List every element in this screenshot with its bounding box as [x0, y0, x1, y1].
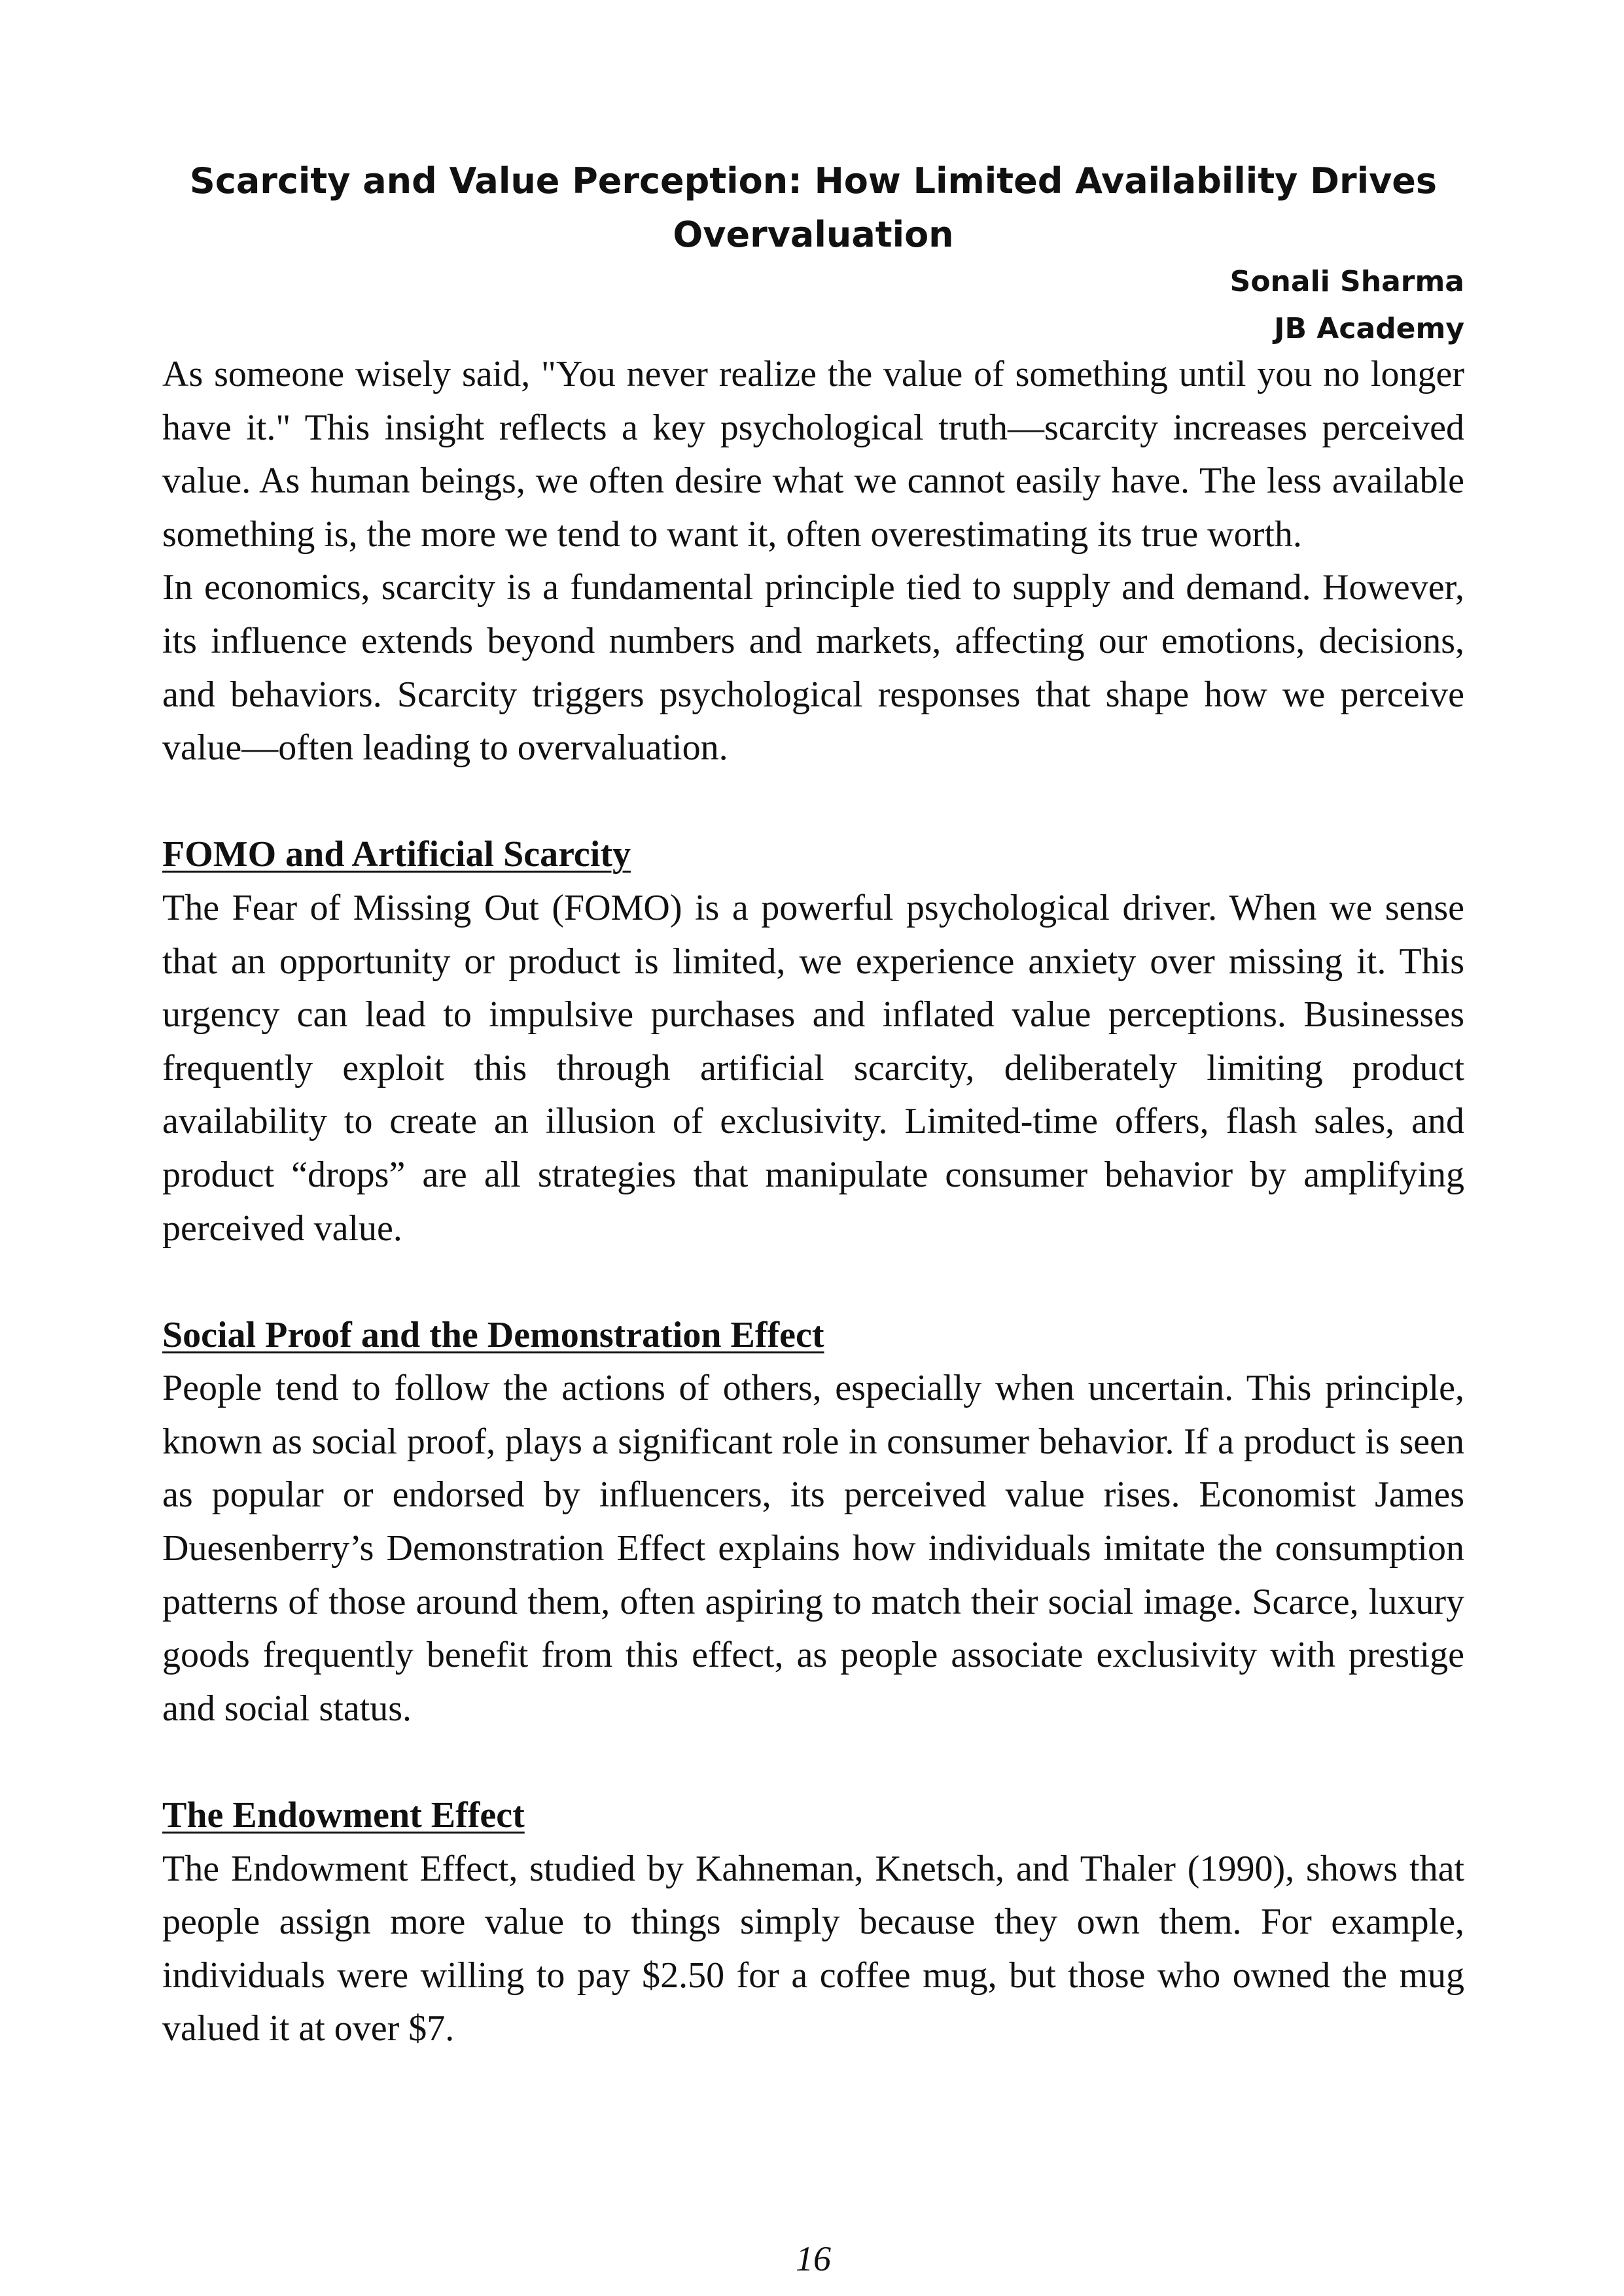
author-affiliation: JB Academy	[1274, 312, 1464, 345]
section-heading: Social Proof and the Demonstration Effect	[162, 1314, 824, 1355]
section-social-proof	[162, 1309, 1464, 1736]
section-paragraph: People tend to follow the actions of others, especially when uncertain. This principle, known as social proof, plays a significant role in consumer behavior. If a product is seen as popular or endorsed by influencers, its perceived value rises. Economist James Duesenberry’s Demonstration Effect explains how individuals imitate the consumption patterns of those around them, often aspiring to match their social image. Scarce, luxury goods frequently benefit from this effect, as people associate exclusivity with prestige and social status.	[162, 1368, 1464, 1729]
section-fomo	[162, 828, 1464, 1255]
article-title-line-2: Overvaluation	[673, 214, 954, 255]
section-heading: The Endowment Effect	[162, 1795, 525, 1836]
byline	[1230, 258, 1464, 353]
section-paragraph: The Endowment Effect, studied by Kahneman, Knetsch, and Thaler (1990), shows that people assign more value to things simply because they own them. For example, individuals were willing to pay $2.50 for a coffee mug, but those who owned the mug valued it at over $7.	[162, 1848, 1464, 2049]
article-title-line-1: Scarcity and Value Perception: How Limited Availability Drives	[189, 160, 1438, 201]
article-title	[162, 154, 1464, 262]
article-body	[162, 348, 1464, 2056]
intro-paragraph-2: In economics, scarcity is a fundamental principle tied to supply and demand. However, its influence extends beyond numbers and markets, affecting our emotions, decisions, and behaviors. Scarcity triggers psychological responses that shape how we perceive value—often leading to overvaluation.	[162, 567, 1464, 769]
author-name: Sonali Sharma	[1229, 265, 1464, 298]
document-page	[162, 0, 1464, 2296]
section-paragraph: The Fear of Missing Out (FOMO) is a powerful psychological driver. When we sense that an opportunity or product is limited, we experience anxiety over missing it. This urgency can lead to impulsive purchases and inflated value perceptions. Businesses frequently exploit this through artificial scarcity, deliberately limiting product availability to create an illusion of exclusivity. Limited-time offers, flash sales, and product “drops” are all strategies that manipulate consumer behavior by amplifying perceived value.	[162, 887, 1464, 1249]
section-endowment-effect	[162, 1789, 1464, 2056]
intro-paragraph-1: As someone wisely said, "You never realize the value of something until you no longer have it." This insight reflects a key psychological truth—scarcity increases perceived value. As human beings, we often desire what we cannot easily have. The less available something is, the more we tend to want it, often overestimating its true worth.	[162, 354, 1464, 555]
page-number: 16	[796, 2239, 831, 2278]
section-heading: FOMO and Artificial Scarcity	[162, 834, 631, 875]
